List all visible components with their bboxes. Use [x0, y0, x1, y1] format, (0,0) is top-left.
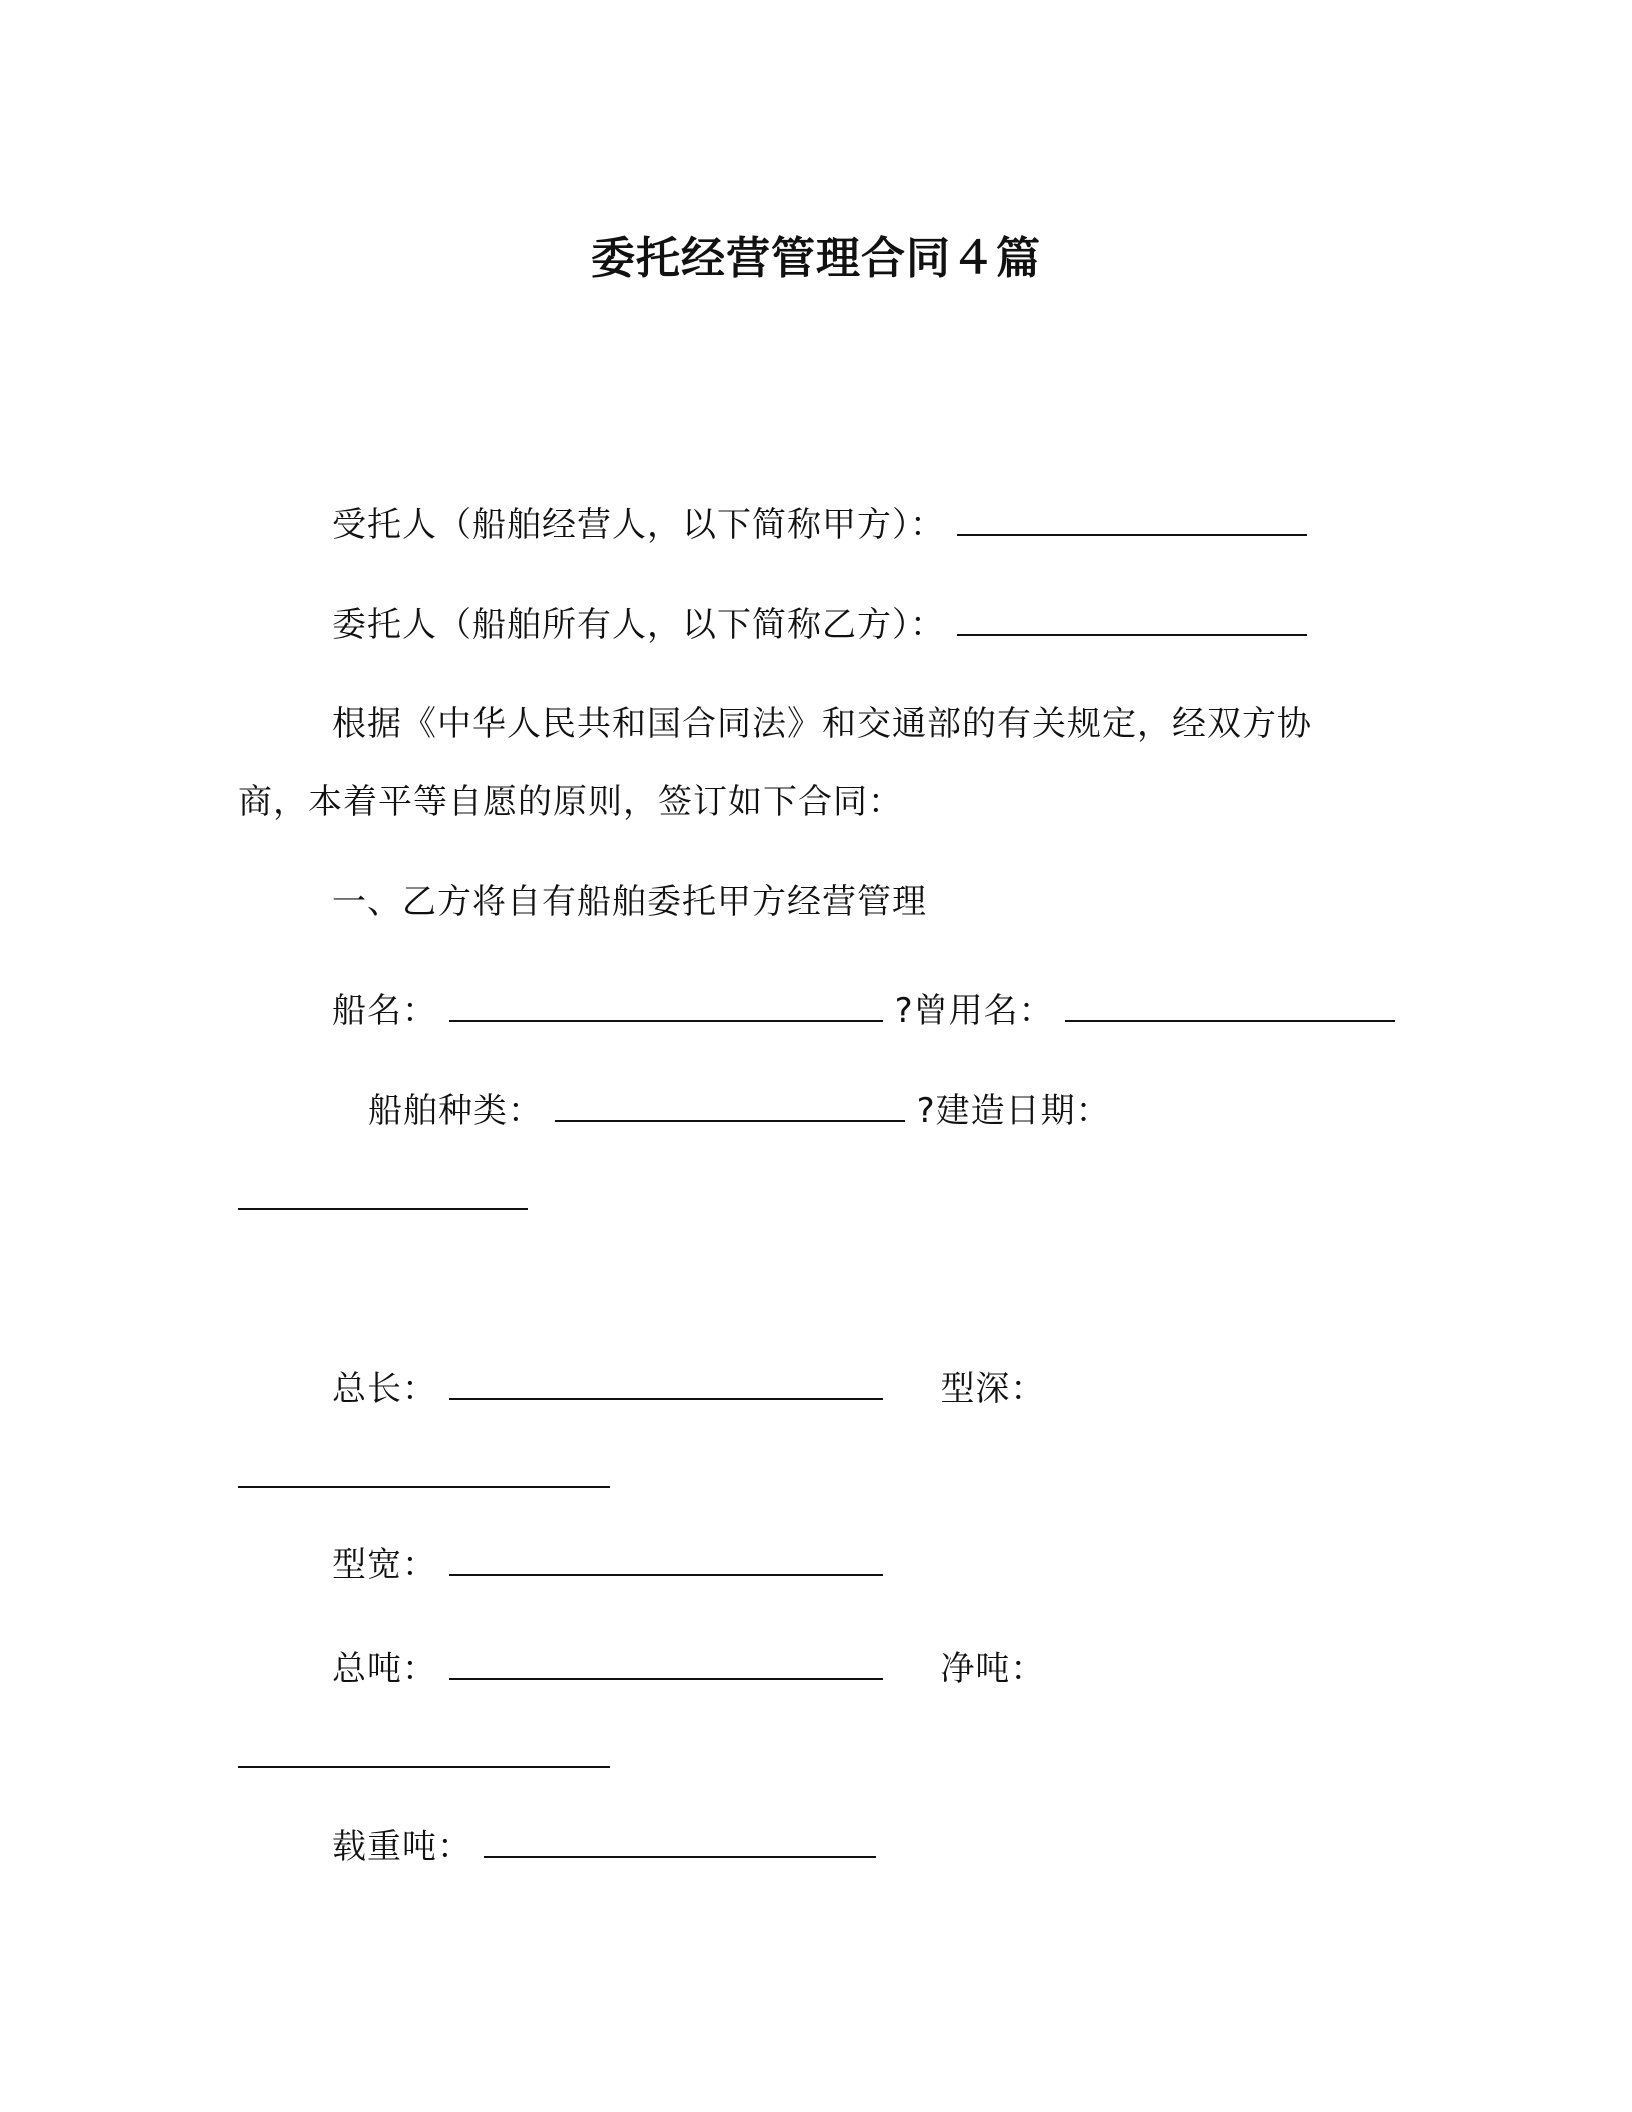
moulded-breadth-label: 型宽：: [332, 1545, 437, 1585]
trustor-line: [332, 604, 1307, 645]
ship-type-label: 船舶种类：: [368, 1091, 543, 1131]
gross-tonnage-line: [332, 1648, 1045, 1689]
build-date-blank: [238, 1208, 528, 1210]
ship-type-blank: [555, 1090, 905, 1122]
trustee-line: [332, 504, 1307, 545]
net-tonnage-blank: [238, 1766, 610, 1768]
clause-one: 一、乙方将自有船舶委托甲方经营管理: [332, 882, 927, 922]
basis-paragraph-line1: 根据《中华人民共和国合同法》和交通部的有关规定，经双方协: [332, 704, 1312, 744]
ship-name-blank: [449, 990, 883, 1022]
trustor-label: 委托人（船舶所有人，以下简称乙方）：: [332, 605, 945, 645]
build-date-label: ?建造日期：: [916, 1091, 1111, 1131]
moulded-breadth-line: [332, 1544, 883, 1585]
moulded-depth-label: 型深：: [940, 1369, 1046, 1409]
trustee-blank: [957, 504, 1307, 536]
overall-length-blank: [449, 1368, 883, 1400]
ship-name-line: [332, 990, 1395, 1031]
moulded-depth-blank: [238, 1486, 610, 1488]
overall-length-label: 总长：: [332, 1369, 437, 1409]
former-name-blank: [1065, 990, 1395, 1022]
gross-tonnage-label: 总吨：: [332, 1649, 437, 1689]
overall-length-line: [332, 1368, 1045, 1409]
gross-tonnage-blank: [449, 1648, 883, 1680]
trustee-label: 受托人（船舶经营人，以下简称甲方）：: [332, 505, 945, 545]
document-title: 委托经营管理合同４篇: [591, 233, 1041, 284]
former-name-label: ?曾用名：: [894, 991, 1054, 1031]
net-tonnage-label: 净吨：: [940, 1649, 1046, 1689]
basis-paragraph-line2: 商，本着平等自愿的原则，签订如下合同：: [238, 782, 903, 822]
ship-type-line: [368, 1090, 1111, 1131]
trustor-blank: [957, 604, 1307, 636]
deadweight-line: [332, 1826, 876, 1867]
ship-name-label: 船名：: [332, 991, 437, 1031]
deadweight-label: 载重吨：: [332, 1827, 472, 1867]
deadweight-blank: [484, 1826, 876, 1858]
moulded-breadth-blank: [449, 1544, 883, 1576]
